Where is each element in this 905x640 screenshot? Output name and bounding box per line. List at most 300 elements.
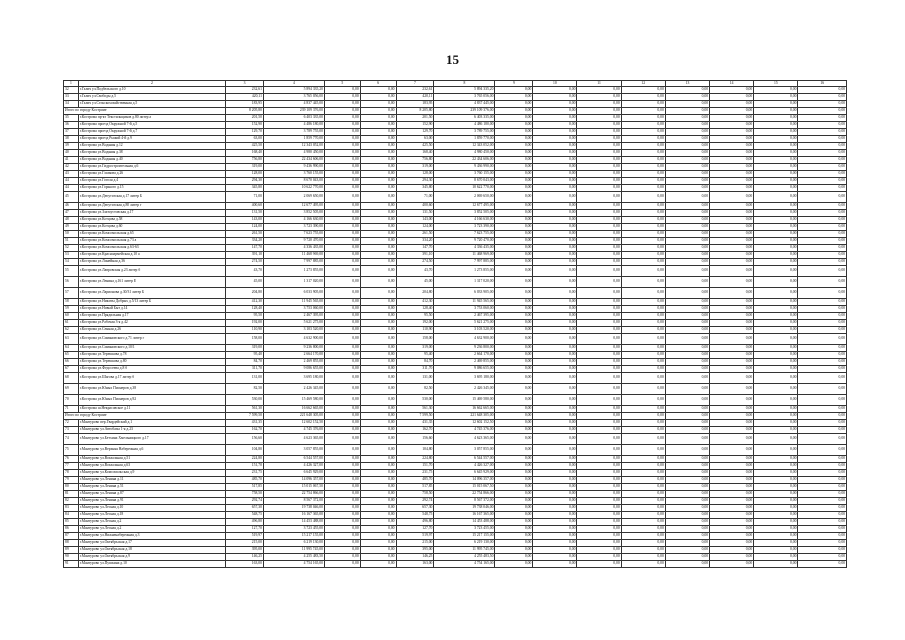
value-cell: 0,00 xyxy=(710,129,754,136)
value-cell: 9 086 655,00 xyxy=(263,366,324,373)
table-row xyxy=(64,463,847,470)
value-cell: 0,00 xyxy=(324,320,360,327)
value-cell: 0,00 xyxy=(754,164,798,171)
value-cell: 0,00 xyxy=(577,266,621,277)
table-row xyxy=(64,288,847,299)
value-cell: 131,00 xyxy=(226,373,264,384)
value-cell: 0,00 xyxy=(533,238,577,245)
value-cell: 0,00 xyxy=(577,115,621,122)
value-cell: 43,70 xyxy=(226,266,264,277)
value-cell: 0,00 xyxy=(798,334,847,345)
value-cell: 0,00 xyxy=(495,122,533,129)
value-cell: 0,00 xyxy=(324,94,360,101)
value-cell: 3 760 155,00 xyxy=(434,171,495,178)
value-cell: 0,00 xyxy=(577,434,621,445)
value-cell: 261,50 xyxy=(396,231,434,238)
value-cell: 0,00 xyxy=(495,491,533,498)
value-cell: 0,00 xyxy=(495,519,533,526)
value-cell: 0,00 xyxy=(495,352,533,359)
address-cell: г.Кострома ул.Депутатская д.80 литер г xyxy=(78,203,225,210)
value-cell: 0,00 xyxy=(495,554,533,561)
value-cell: 0,00 xyxy=(754,245,798,252)
value-cell: 0,00 xyxy=(665,477,709,484)
value-cell: 0,00 xyxy=(754,526,798,533)
value-cell: 0,00 xyxy=(798,108,847,115)
address-cell: г.Мантурово ул.Октябрьская д.17 xyxy=(78,540,225,547)
value-cell: 0,00 xyxy=(495,277,533,288)
value-cell: 0,00 xyxy=(798,491,847,498)
value-cell: 9 236 800,00 xyxy=(263,345,324,352)
table-row xyxy=(64,266,847,277)
table-row xyxy=(64,334,847,345)
value-cell: 319,00 xyxy=(396,164,434,171)
value-cell: 0,00 xyxy=(710,224,754,231)
value-cell: 0,00 xyxy=(754,334,798,345)
value-cell: 8 670 043,00 xyxy=(434,178,495,185)
value-cell: 0,00 xyxy=(621,157,665,164)
value-cell: 0,00 xyxy=(577,101,621,108)
value-cell: 0,00 xyxy=(495,420,533,427)
row-number: 53 xyxy=(64,252,79,259)
value-cell: 0,00 xyxy=(324,157,360,164)
value-cell: 0,00 xyxy=(324,373,360,384)
value-cell: 292,74 xyxy=(226,498,264,505)
value-cell: 0,00 xyxy=(665,306,709,313)
value-cell: 128,00 xyxy=(226,171,264,178)
value-cell: 0,00 xyxy=(495,561,533,568)
value-cell: 0,00 xyxy=(754,540,798,547)
value-cell: 0,00 xyxy=(665,266,709,277)
value-cell: 3 753 060,00 xyxy=(263,306,324,313)
value-cell: 0,00 xyxy=(621,252,665,259)
value-cell: 0,00 xyxy=(577,420,621,427)
value-cell: 4 166 630,00 xyxy=(263,217,324,224)
value-cell: 0,00 xyxy=(533,434,577,445)
table-row xyxy=(64,505,847,512)
value-cell: 0,00 xyxy=(798,288,847,299)
value-cell: 0,00 xyxy=(533,108,577,115)
value-cell: 0,00 xyxy=(665,445,709,456)
value-cell: 3 057 855,00 xyxy=(263,445,324,456)
value-cell: 0,00 xyxy=(621,554,665,561)
value-cell: 0,00 xyxy=(533,533,577,540)
value-cell: 143,00 xyxy=(226,217,264,224)
row-number: 39 xyxy=(64,143,79,150)
value-cell: 3 765 056,00 xyxy=(434,94,495,101)
value-cell: 16 662 665,00 xyxy=(434,406,495,413)
column-number-2: 2 xyxy=(78,81,225,87)
value-cell: 0,00 xyxy=(754,456,798,463)
value-cell: 0,00 xyxy=(360,406,396,413)
value-cell: 0,00 xyxy=(754,345,798,352)
value-cell: 0,00 xyxy=(360,252,396,259)
value-cell: 0,00 xyxy=(360,366,396,373)
value-cell: 0,00 xyxy=(621,150,665,157)
value-cell: 0,00 xyxy=(577,185,621,192)
value-cell: 0,00 xyxy=(360,384,396,395)
value-cell: 0,00 xyxy=(533,171,577,178)
value-cell: 0,00 xyxy=(360,288,396,299)
value-cell: 22 434 606,00 xyxy=(434,157,495,164)
value-cell: 0,00 xyxy=(798,101,847,108)
value-cell: 192,00 xyxy=(396,320,434,327)
value-cell: 129,70 xyxy=(396,129,434,136)
row-number: 46 xyxy=(64,203,79,210)
value-cell: 2 469 855,00 xyxy=(263,359,324,366)
value-cell: 0,00 xyxy=(621,266,665,277)
value-cell: 0,00 xyxy=(324,231,360,238)
value-cell: 0,00 xyxy=(665,157,709,164)
value-cell: 0,00 xyxy=(665,217,709,224)
value-cell: 0,00 xyxy=(665,122,709,129)
value-cell: 2 469 855,00 xyxy=(434,359,495,366)
row-number: 82 xyxy=(64,498,79,505)
column-number-1: 1 xyxy=(64,81,79,87)
value-cell: 319,00 xyxy=(226,345,264,352)
value-cell: 0,00 xyxy=(324,108,360,115)
value-cell: 485,70 xyxy=(226,477,264,484)
value-cell: 0,00 xyxy=(754,395,798,406)
value-cell: 0,00 xyxy=(324,519,360,526)
table-row xyxy=(64,185,847,192)
value-cell: 8 205,80 xyxy=(396,108,434,115)
value-cell: 0,00 xyxy=(754,327,798,334)
value-cell: 0,00 xyxy=(665,210,709,217)
column-number-12: 12 xyxy=(621,81,665,87)
address-cell: г.Кострома ул.Терешкова д.78 xyxy=(78,352,225,359)
value-cell: 0,00 xyxy=(798,498,847,505)
value-cell: 204,80 xyxy=(396,288,434,299)
value-cell: 3 695 180,00 xyxy=(263,373,324,384)
row-number: 51 xyxy=(64,238,79,245)
value-cell: 0,00 xyxy=(360,115,396,122)
row-number: 77 xyxy=(64,463,79,470)
value-cell: 0,00 xyxy=(533,456,577,463)
value-cell: 201,50 xyxy=(396,115,434,122)
value-cell: 0,00 xyxy=(577,533,621,540)
value-cell: 9 720 470,00 xyxy=(434,238,495,245)
value-cell: 0,00 xyxy=(533,359,577,366)
value-cell: 0,00 xyxy=(577,171,621,178)
value-cell: 0,00 xyxy=(798,470,847,477)
value-cell: 0,00 xyxy=(710,192,754,203)
value-cell: 0,00 xyxy=(621,456,665,463)
value-cell: 0,00 xyxy=(533,277,577,288)
value-cell: 0,00 xyxy=(621,320,665,327)
value-cell: 0,00 xyxy=(324,252,360,259)
row-number: 67 xyxy=(64,366,79,373)
table-row xyxy=(64,526,847,533)
value-cell: 0,00 xyxy=(665,547,709,554)
value-cell: 0,00 xyxy=(754,238,798,245)
value-cell: 0,00 xyxy=(533,470,577,477)
value-cell: 8 567 372,00 xyxy=(263,498,324,505)
address-cell: г.Кострома проезд Окружной 7-й д.5 xyxy=(78,122,225,129)
value-cell: 0,00 xyxy=(710,115,754,122)
value-cell: 0,00 xyxy=(798,413,847,420)
address-cell: г.Кострома ул.Комсомольская д.73 а xyxy=(78,238,225,245)
row-number: 45 xyxy=(64,192,79,203)
value-cell: 0,00 xyxy=(324,238,360,245)
value-cell: 0,00 xyxy=(360,157,396,164)
value-cell: 0,00 xyxy=(665,533,709,540)
value-cell: 84,70 xyxy=(396,359,434,366)
value-cell: 0,00 xyxy=(754,320,798,327)
value-cell: 0,00 xyxy=(665,420,709,427)
value-cell: 0,00 xyxy=(533,463,577,470)
value-cell: 0,00 xyxy=(798,245,847,252)
value-cell: 4 745 376,00 xyxy=(434,427,495,434)
value-cell: 0,00 xyxy=(360,136,396,143)
value-cell: 0,00 xyxy=(533,352,577,359)
value-cell: 0,00 xyxy=(495,157,533,164)
address-cell: г.Мантурово ул.Лесная д.2 xyxy=(78,519,225,526)
value-cell: 0,00 xyxy=(324,554,360,561)
row-number: 71 xyxy=(64,406,79,413)
value-cell: 0,00 xyxy=(577,477,621,484)
value-cell: 0,00 xyxy=(621,259,665,266)
value-cell: 3 789 755,00 xyxy=(263,129,324,136)
row-number: 61 xyxy=(64,320,79,327)
value-cell: 395,00 xyxy=(226,547,264,554)
value-cell: 4 426 327,00 xyxy=(434,463,495,470)
value-cell: 0,00 xyxy=(533,94,577,101)
address-cell: г.Кострома ш.Некрасовское д.11 xyxy=(78,406,225,413)
value-cell: 0,00 xyxy=(798,224,847,231)
value-cell: 12 343 052,00 xyxy=(263,143,324,150)
address-cell: г.Мантурово ул.Бетхина Хмельницкого д.17 xyxy=(78,434,225,445)
value-cell: 95,40 xyxy=(396,352,434,359)
value-cell: 0,00 xyxy=(360,395,396,406)
value-cell: 3 852 505,00 xyxy=(263,210,324,217)
value-cell: 162,70 xyxy=(396,427,434,434)
value-cell: 0,00 xyxy=(360,373,396,384)
value-cell: 0,00 xyxy=(360,526,396,533)
value-cell: 0,00 xyxy=(665,366,709,373)
table-row xyxy=(64,395,847,406)
value-cell: 0,00 xyxy=(577,427,621,434)
value-cell: 9 436 990,00 xyxy=(263,164,324,171)
value-cell: 4 336 435,00 xyxy=(263,245,324,252)
value-cell: 1 859 770,00 xyxy=(263,136,324,143)
value-cell: 0,00 xyxy=(577,210,621,217)
value-cell: 221 648 305,00 xyxy=(263,413,324,420)
value-cell: 0,00 xyxy=(754,150,798,157)
row-number: 87 xyxy=(64,533,79,540)
value-cell: 0,00 xyxy=(621,366,665,373)
value-cell: 345,80 xyxy=(396,185,434,192)
value-cell: 131,00 xyxy=(396,373,434,384)
column-number-5: 5 xyxy=(324,81,360,87)
address-cell: г.Галич ул.Сельскохозяйственная д.5 xyxy=(78,101,225,108)
value-cell: 3 723 455,00 xyxy=(434,526,495,533)
value-cell: 0,00 xyxy=(360,94,396,101)
value-cell: 0,00 xyxy=(665,456,709,463)
value-cell: 0,00 xyxy=(577,306,621,313)
row-number: 42 xyxy=(64,164,79,171)
value-cell: 0,00 xyxy=(324,470,360,477)
value-cell: 22 754 866,00 xyxy=(263,491,324,498)
value-cell: 0,00 xyxy=(324,210,360,217)
value-cell: 0,00 xyxy=(495,203,533,210)
value-cell: 0,00 xyxy=(495,143,533,150)
value-cell: 0,00 xyxy=(533,484,577,491)
value-cell: 0,00 xyxy=(754,384,798,395)
value-cell: 0,00 xyxy=(324,101,360,108)
row-number: 91 xyxy=(64,561,79,568)
value-cell: 0,00 xyxy=(360,238,396,245)
value-cell: 0,00 xyxy=(710,327,754,334)
table-row xyxy=(64,547,847,554)
value-cell: 0,00 xyxy=(533,288,577,299)
address-cell: г.Кострома ул.Линейная д.36 xyxy=(78,259,225,266)
value-cell: 0,00 xyxy=(324,192,360,203)
row-number: 64 xyxy=(64,345,79,352)
table-row xyxy=(64,533,847,540)
address-cell: г.Мантурово ул.Октябрьская д.18 xyxy=(78,547,225,554)
value-cell: 0,00 xyxy=(710,554,754,561)
value-cell: 0,00 xyxy=(533,526,577,533)
value-cell: 0,00 xyxy=(798,320,847,327)
value-cell: 0,00 xyxy=(324,87,360,94)
value-cell: 0,00 xyxy=(324,143,360,150)
value-cell: 0,00 xyxy=(710,352,754,359)
value-cell: 0,00 xyxy=(577,164,621,171)
table-row xyxy=(64,470,847,477)
value-cell: 0,00 xyxy=(360,210,396,217)
value-cell: 0,00 xyxy=(324,512,360,519)
value-cell: 14 096 357,00 xyxy=(434,477,495,484)
value-cell: 183,95 xyxy=(226,101,264,108)
value-cell: 16 662 665,00 xyxy=(263,406,324,413)
value-cell: 6 544 557,00 xyxy=(434,456,495,463)
value-cell: 496,80 xyxy=(226,519,264,526)
value-cell: 5 621 275,00 xyxy=(434,320,495,327)
value-cell: 0,00 xyxy=(710,519,754,526)
value-cell: 6 645 929,00 xyxy=(263,470,324,477)
value-cell: 0,00 xyxy=(621,498,665,505)
column-number-10: 10 xyxy=(533,81,577,87)
value-cell: 561,30 xyxy=(396,406,434,413)
value-cell: 0,00 xyxy=(495,87,533,94)
value-cell: 0,00 xyxy=(665,238,709,245)
value-cell: 0,00 xyxy=(360,259,396,266)
value-cell: 0,00 xyxy=(621,477,665,484)
value-cell: 0,00 xyxy=(710,406,754,413)
address-cell: г.Кострома ул.Ленина д.161 литер Е xyxy=(78,277,225,288)
value-cell: 0,00 xyxy=(324,445,360,456)
value-cell: 530,00 xyxy=(396,395,434,406)
value-cell: 2 467 395,00 xyxy=(434,313,495,320)
address-cell: г.Мантурово ул.Лесная д.10 xyxy=(78,505,225,512)
value-cell: 0,00 xyxy=(495,512,533,519)
value-cell: 0,00 xyxy=(577,122,621,129)
value-cell: 95,40 xyxy=(226,352,264,359)
value-cell: 0,00 xyxy=(533,561,577,568)
address-cell: г.Кострома ул.Котцова д.58 xyxy=(78,217,225,224)
value-cell: 43,70 xyxy=(396,266,434,277)
value-cell: 0,00 xyxy=(533,519,577,526)
value-cell: 1 273 855,00 xyxy=(434,266,495,277)
value-cell: 15 015 067,50 xyxy=(434,484,495,491)
value-cell: 0,00 xyxy=(665,259,709,266)
value-cell: 0,00 xyxy=(710,178,754,185)
value-cell: 0,00 xyxy=(324,327,360,334)
value-cell: 0,00 xyxy=(360,519,396,526)
value-cell: 0,00 xyxy=(533,512,577,519)
value-cell: 0,00 xyxy=(495,445,533,456)
value-cell: 0,00 xyxy=(754,101,798,108)
value-cell: 0,00 xyxy=(798,463,847,470)
value-cell: 0,00 xyxy=(360,334,396,345)
address-cell: г.Кострома пр-кт Текстильщиков д.80 литер а xyxy=(78,115,225,122)
value-cell: 0,00 xyxy=(495,299,533,306)
value-cell: 758,50 xyxy=(226,491,264,498)
row-number: 70 xyxy=(64,395,79,406)
value-cell: 0,00 xyxy=(621,185,665,192)
value-cell: 0,00 xyxy=(621,224,665,231)
value-cell: 0,00 xyxy=(324,224,360,231)
value-cell: 0,00 xyxy=(577,413,621,420)
value-cell: 82,50 xyxy=(396,384,434,395)
value-cell: 0,00 xyxy=(533,345,577,352)
value-cell: 0,00 xyxy=(533,266,577,277)
row-number: 58 xyxy=(64,299,79,306)
value-cell: 0,00 xyxy=(360,245,396,252)
value-cell: 0,00 xyxy=(665,406,709,413)
value-cell: 0,00 xyxy=(495,313,533,320)
value-cell: 0,00 xyxy=(710,306,754,313)
value-cell: 0,00 xyxy=(495,463,533,470)
value-cell: 95,50 xyxy=(226,313,264,320)
value-cell: 0,00 xyxy=(710,203,754,210)
value-cell: 0,00 xyxy=(665,395,709,406)
table-row xyxy=(64,427,847,434)
value-cell: 104,80 xyxy=(396,445,434,456)
value-cell: 0,00 xyxy=(324,434,360,445)
value-cell: 0,00 xyxy=(324,533,360,540)
value-cell: 319,00 xyxy=(396,345,434,352)
row-number: 59 xyxy=(64,306,79,313)
value-cell: 294,30 xyxy=(226,178,264,185)
address-cell: г.Кострома ул.Никиты Добрых д.5/13 литер Б xyxy=(78,299,225,306)
value-cell: 0,00 xyxy=(754,277,798,288)
value-cell: 0,00 xyxy=(710,359,754,366)
value-cell: 0,00 xyxy=(360,203,396,210)
value-cell: 0,00 xyxy=(754,299,798,306)
value-cell: 0,00 xyxy=(360,345,396,352)
value-cell: 0,00 xyxy=(495,108,533,115)
table-row xyxy=(64,238,847,245)
value-cell: 9 086 655,00 xyxy=(434,366,495,373)
address-cell: г.Кострома ул.Новый Быт д.14 xyxy=(78,306,225,313)
value-cell: 0,00 xyxy=(798,129,847,136)
value-cell: 0,00 xyxy=(621,406,665,413)
row-number: 38 xyxy=(64,136,79,143)
value-cell: 71,00 xyxy=(396,192,434,203)
row-number: 75 xyxy=(64,445,79,456)
value-cell: 2 426 345,00 xyxy=(434,384,495,395)
value-cell: 0,00 xyxy=(665,115,709,122)
value-cell: 0,00 xyxy=(710,384,754,395)
row-number: 66 xyxy=(64,359,79,366)
value-cell: 0,00 xyxy=(710,210,754,217)
table-row xyxy=(64,484,847,491)
value-cell: 0,00 xyxy=(533,313,577,320)
value-cell: 0,00 xyxy=(533,157,577,164)
value-cell: 0,00 xyxy=(798,171,847,178)
value-cell: 0,00 xyxy=(577,547,621,554)
